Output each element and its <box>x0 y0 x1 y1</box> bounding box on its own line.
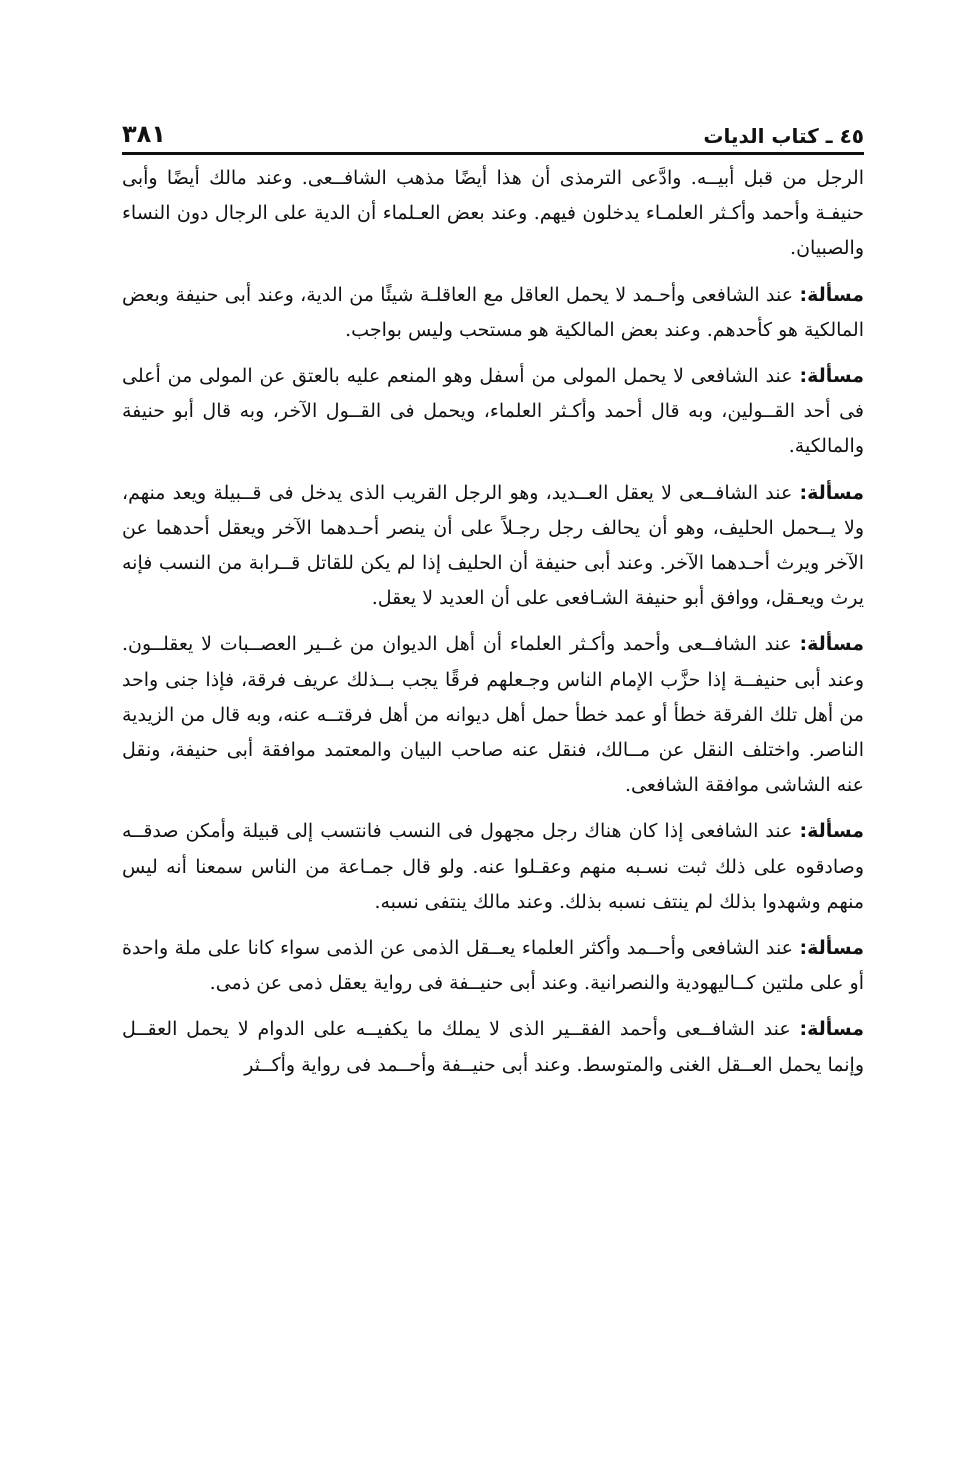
masala-term: مسألة: <box>799 1018 864 1041</box>
book-page <box>122 112 864 1094</box>
page-number: ٣٨١ <box>122 120 166 148</box>
paragraph-masala-4 <box>122 627 864 803</box>
masala-term: مسألة: <box>799 633 864 656</box>
paragraph-masala-1 <box>122 278 864 348</box>
running-head: ٤٥ ـ كتاب الديات <box>703 124 864 148</box>
paragraph-text: عند الشافعى إذا كان هناك رجل مجهول فى النسب فانتسب إلى قبيلة وأمكن صدقــه وصادقوه على ذلك ثبت نسـبه منهم وعقـلوا عنه. ولو قال جمـاعة من الناس سمعنا أنه ليس منهم وشهدوا بذلك لم ينتف نسبه بذلك. وعند مالك ينتفى نسبه. <box>122 820 864 913</box>
masala-term: مسألة: <box>799 283 864 306</box>
paragraph-text: عند الشافعى وأحــمد وأكثر العلماء يعــقل الذمى عن الذمى سواء كانا على ملة واحدة أو على ملتين كــاليهودية والنصرانية. وعند أبى حنيــفة فى رواية يعقل ذمى عن ذمى. <box>122 937 864 995</box>
paragraph-text: عند الشافعى لا يحمل المولى من أسفل وهو المنعم عليه بالعتق عن المولى من أعلى فى أحد القــولين، وبه قال أحمد وأكـثر العلماء، ويحمل فى القــول الآخر، وبه قال أبو حنيفة والمالكية. <box>122 365 864 458</box>
paragraph-masala-7 <box>122 1012 864 1082</box>
masala-term: مسألة: <box>799 937 864 960</box>
paragraph-text: عند الشافعى وأحـمد لا يحمل العاقل مع العاقلـة شيئًا من الدية، وعند أبى حنيفة وبعض المالكية هو كأحدهم. وعند بعض المالكية هو مستحب وليس بواجب. <box>122 283 864 341</box>
paragraph-text: عند الشافــعى وأحمد وأكـثر العلماء أن أهل الديوان من غــير العصــبات لا يعقلــون. وعند أبى حنيفــة إذا حزَّب الإمام الناس وجـعلهم فرقًا يجب بــذلك عريف فرقة، فإذا جنى واحد من أهل تلك الفرقة خطأ أو عمد خطأ حمل أهل ديوانه من أهل فرقتــه عنه، وبه قال من الزيدية الناصر. واختلف النقل عن مــالك، فنقل عنه صاحب البيان والمعتمد موافقة أبى حنيفة، ونقل عنه الشاشى موافقة الشافعى. <box>122 633 864 797</box>
page-body <box>122 161 864 1083</box>
page-header <box>122 112 864 155</box>
paragraph-text: الرجل من قبل أبيــه. وادَّعى الترمذى أن هذا أيضًا مذهب الشافــعى. وعند مالك أيضًا وأبى حنيفـة وأحمد وأكـثر العلمـاء يدخلون فيهم. وعند بعض العـلماء أن الدية على الرجال دون النساء والصبيان. <box>122 167 864 260</box>
masala-term: مسألة: <box>799 365 864 388</box>
paragraph-text: عند الشافــعى وأحمد الفقــير الذى لا يملك ما يكفيــه على الدوام لا يحمل العقــل وإنما يحمل العــقل الغنى والمتوسط. وعند أبى حنيــفة وأحــمد فى رواية وأكــثر <box>122 1018 864 1076</box>
paragraph-masala-2 <box>122 359 864 465</box>
paragraph-masala-6 <box>122 931 864 1001</box>
paragraph-masala-3 <box>122 476 864 617</box>
masala-term: مسألة: <box>799 820 864 843</box>
paragraph-continuation <box>122 161 864 267</box>
masala-term: مسألة: <box>799 481 864 504</box>
paragraph-text: عند الشافــعى لا يعقل العــديد، وهو الرجل القريب الذى يدخل فى قــبيلة ويعد منهم، ولا يــحمل الحليف، وهو أن يحالف رجل رجـلاً على أن ينصر أحـدهما الآخر ويعقل أحدهما عن الآخر ويرث أحـدهما الآخر. وعند أبى حنيفة أن الحليف إذا لم يكن للقاتل قــرابة من النسب فإنه يرث ويعـقل، ووافق أبو حنيفة الشـافعى على أن العديد لا يعقل. <box>122 481 864 610</box>
paragraph-masala-5 <box>122 814 864 920</box>
